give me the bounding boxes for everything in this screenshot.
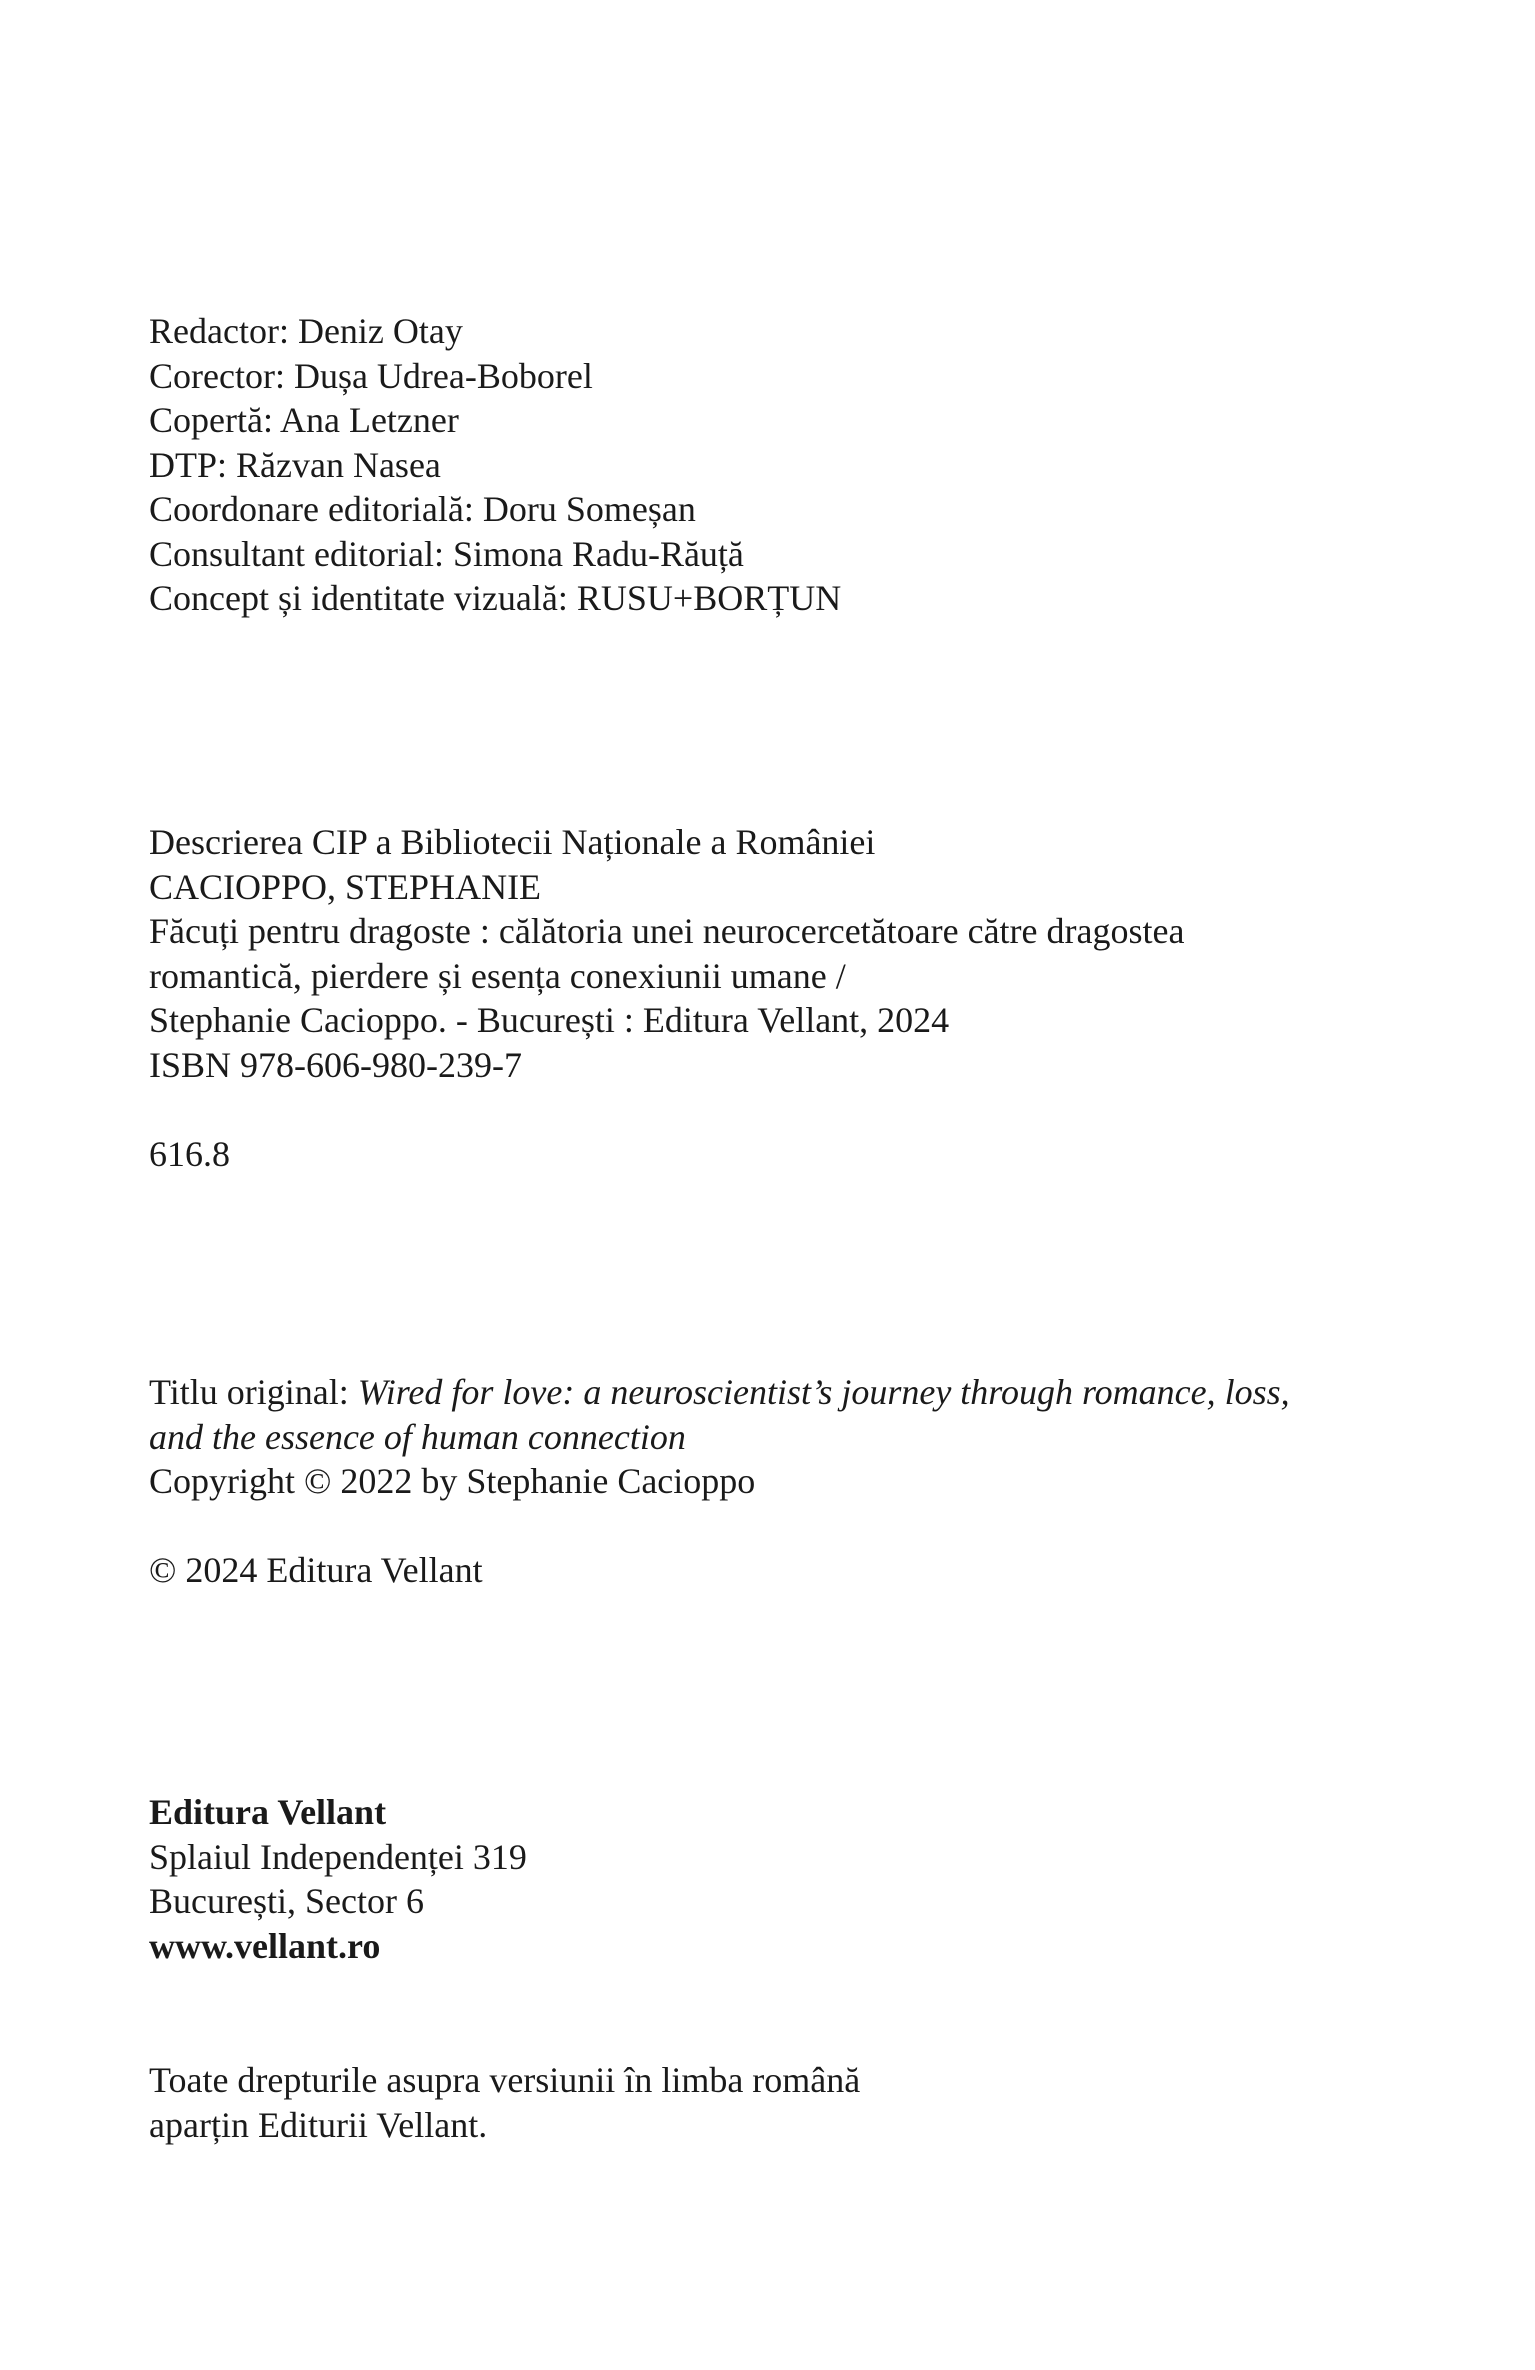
classification-block: [149, 1132, 1399, 1177]
original-title-line-2: and the essence of human connection: [149, 1416, 686, 1457]
original-copyright: Copyright © 2022 by Stephanie Cacioppo: [149, 1461, 756, 1501]
edition-block: [149, 1548, 1399, 1593]
original-title-label: Titlu original:: [149, 1372, 358, 1412]
credit-proofreader: Corector: Dușa Udrea-Boborel: [149, 355, 593, 396]
rights-line-1: Toate drepturile asupra versiunii în limba română: [149, 2060, 861, 2100]
publisher-name: Editura Vellant: [149, 1792, 387, 1832]
credit-cover: Copertă: Ana Letzner: [149, 400, 459, 440]
edition-copyright: © 2024 Editura Vellant: [149, 1550, 483, 1590]
rights-line-2: aparțin Editurii Vellant.: [149, 2104, 488, 2145]
credit-consultant: Consultant editorial: Simona Radu-Răuță: [149, 533, 744, 574]
publisher-block: [149, 1790, 1399, 1968]
credits-block: [149, 309, 1399, 621]
cip-isbn: ISBN 978-606-980-239-7: [149, 1044, 522, 1085]
cip-title-line-1: Făcuți pentru dragoste : călătoria unei neurocercetătoare către dragostea: [149, 911, 1185, 951]
cip-title-line-2: romantică, pierdere și esența conexiunii umane /: [149, 955, 846, 996]
cip-block: [149, 820, 1399, 1087]
credit-dtp: DTP: Răzvan Nasea: [149, 444, 441, 485]
publisher-website: www.vellant.ro: [149, 1925, 381, 1966]
original-title-text-1: Wired for love: a neuroscientist’s journey through romance, loss,: [357, 1372, 1290, 1412]
cip-imprint: Stephanie Cacioppo. - București : Editura Vellant, 2024: [149, 1000, 950, 1040]
rights-block: [149, 2058, 1399, 2147]
cip-heading: Descrierea CIP a Bibliotecii Naționale a României: [149, 822, 876, 862]
original-title-block: [149, 1370, 1399, 1504]
udc-code: 616.8: [149, 1134, 230, 1174]
cip-author: CACIOPPO, STEPHANIE: [149, 866, 542, 907]
original-title-line-1: [149, 1370, 1399, 1415]
credit-coordination: Coordonare editorială: Doru Someșan: [149, 489, 696, 529]
credit-visual-identity: Concept și identitate vizuală: RUSU+BORȚUN: [149, 578, 842, 618]
publisher-city: București, Sector 6: [149, 1881, 424, 1921]
credit-editor: Redactor: Deniz Otay: [149, 311, 463, 351]
publisher-street: Splaiul Independenței 319: [149, 1836, 527, 1877]
